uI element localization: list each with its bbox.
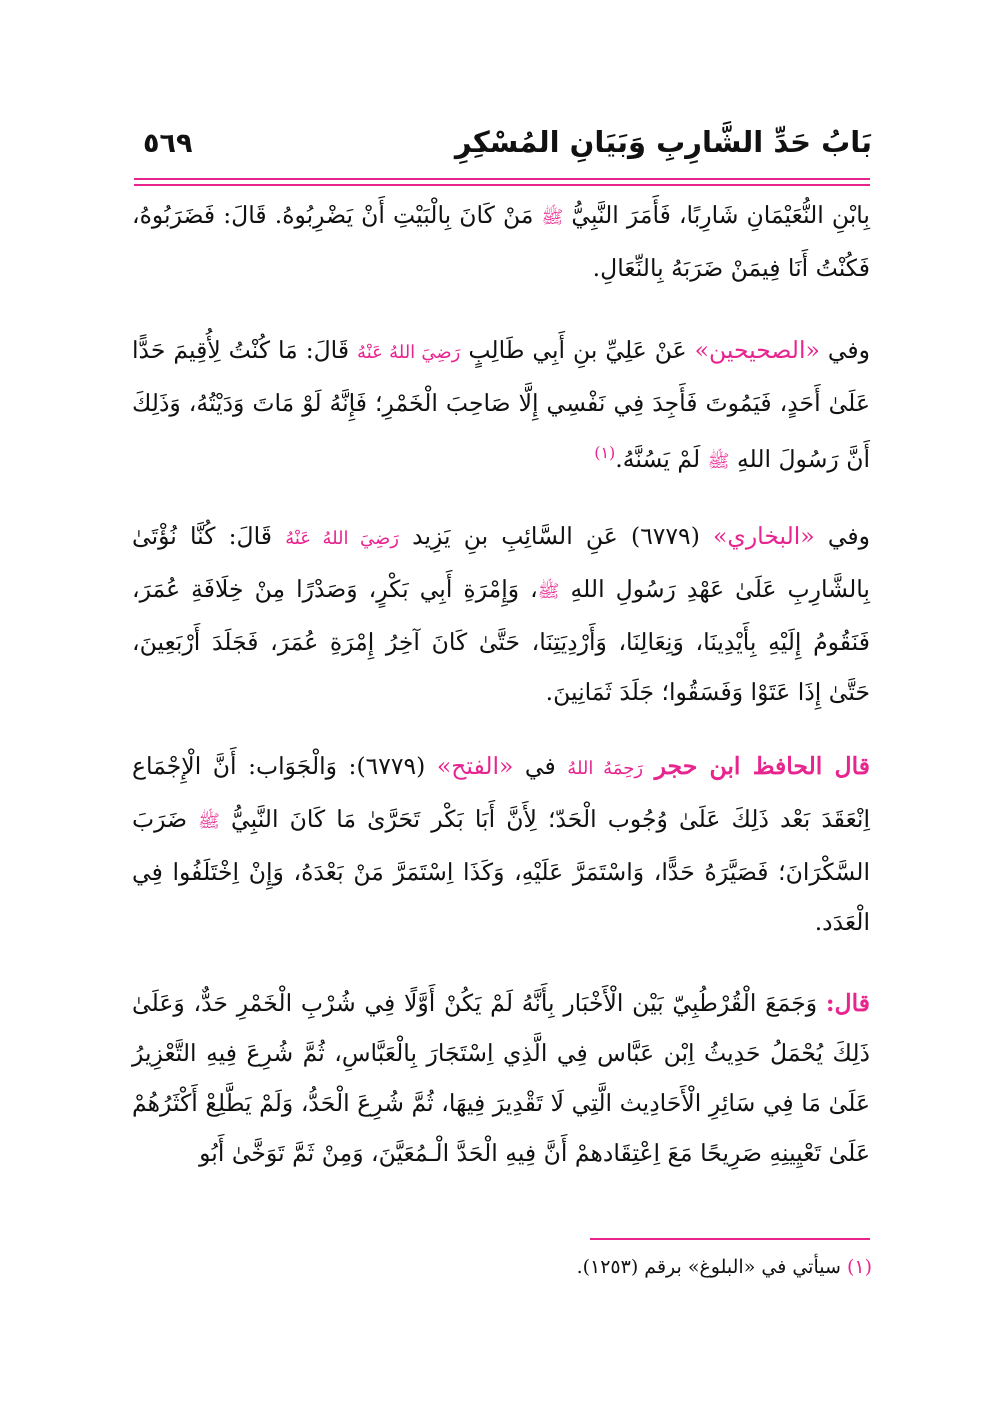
paragraph-2 bbox=[132, 325, 870, 487]
radiya-symbol: رَضِيَ اللهُ عَنْهُ bbox=[357, 342, 461, 363]
speaker-label: قال الحافظ ابن حجر bbox=[654, 752, 870, 780]
text-run: وفي bbox=[819, 336, 870, 364]
source-citation: «الصحيحين» bbox=[694, 336, 820, 364]
footnote-text: سيأتي في «البلوغ» برقم (١٢٥٣). bbox=[576, 1256, 847, 1278]
text-run: (٦٧٧٩): وَالْجَوَاب: أَنَّ الْإِجْمَاع اِنْعَقَدَ بَعْد ذَلِكَ عَلَىٰ وُجُوب الْحَدّ؛ لِأَنَّ أَبَا بَكْر تَحَرَّىٰ مَا كَانَ النَّبِيُّ bbox=[132, 752, 870, 833]
source-citation: «البخاري» bbox=[713, 522, 815, 550]
text-run: ، وَإِمْرَةِ أَبِي بَكْرٍ، وَصَدْرًا مِنْ خِلَافَةِ عُمَرَ، فَنَقُومُ إِلَيْهِ بِأَيْدِينَا، وَنِعَالِنَا، وَأَرْدِيَتِنَا، حَتَّىٰ كَانَ آخِرُ إِمْرَةِ عُمَرَ، فَجَلَدَ أَرْبَعِينَ، حَتَّىٰ إِذَا عَتَوْا وَفَسَقُوا؛ جَلَدَ ثَمَانِينَ. bbox=[132, 575, 870, 706]
salla-symbol: ﷺ bbox=[198, 811, 220, 832]
header-rule-secondary bbox=[134, 184, 870, 186]
text-run: عَنْ عَلِيِّ بنِ أَبِي طَالِبٍ bbox=[468, 336, 695, 364]
paragraph-1 bbox=[132, 190, 870, 293]
text-run: في bbox=[513, 752, 568, 780]
text-run: قَالَ: مَا كُنْتُ لِأُقِيمَ حَدًّا عَلَىٰ أَحَدٍ، فَيَمُوتَ فَأَجِدَ فِي نَفْسِي إِلَّا صَاحِبَ الْخَمْرِ؛ فَإِنَّهُ لَوْ مَاتَ وَدَيْتُهُ، وَذَلِكَ أَنَّ رَسُولَ اللهِ bbox=[132, 336, 870, 473]
chapter-title: بَابُ حَدِّ الشَّارِبِ وَبَيَانِ المُسْكِرِ bbox=[454, 125, 872, 159]
source-citation: «الفتح» bbox=[436, 752, 514, 780]
page-number: ٥٦٩ bbox=[143, 128, 193, 159]
speaker-label: قال: bbox=[825, 989, 870, 1017]
text-run: لَمْ يَسُنَّهُ. bbox=[615, 444, 701, 473]
salla-symbol: ﷺ bbox=[707, 450, 730, 472]
header-rule bbox=[134, 178, 870, 180]
paragraph-5 bbox=[132, 978, 870, 1178]
radiya-symbol: رَضِيَ اللهُ عَنْهُ bbox=[285, 528, 399, 549]
salla-symbol: ﷺ bbox=[541, 207, 564, 228]
paragraph-4 bbox=[132, 741, 870, 947]
text-run: قَالَ: كُنَّا نُؤْتَىٰ بِالشَّارِبِ عَلَىٰ عَهْدِ رَسُولِ اللهِ bbox=[132, 522, 870, 603]
text-run: (٦٧٧٩) عَنِ السَّائِبِ بنِ يَزِيد bbox=[412, 522, 714, 550]
text-run: مَنْ كَانَ بِالْبَيْتِ أَنْ يَضْرِبُوهُ. قَالَ: فَضَرَبُوهُ، فَكُنْتُ أَنَا فِيمَنْ ضَرَبَهُ بِالنِّعَالِ. bbox=[132, 201, 870, 282]
footnote bbox=[577, 1256, 872, 1278]
rahimahu-symbol: رَحِمَهُ اللهُ bbox=[567, 758, 644, 779]
paragraph-3 bbox=[132, 511, 870, 717]
text-run: وفي bbox=[814, 522, 871, 550]
footnote-number: (١) bbox=[846, 1256, 872, 1278]
text-run: بِابْنِ النُّعَيْمَانِ شَارِبًا، فَأَمَرَ النَّبِيُّ bbox=[571, 201, 870, 229]
footnote-reference[interactable]: (١) bbox=[594, 443, 616, 462]
text-run: وَجَمَعَ الْقُرْطُبِيّ بَيْن الْأَخْبَار بِأَنَّهُ لَمْ يَكُنْ أَوَّلًا فِي شُرْبِ الْخَمْرِ حَدٌّ، وَعَلَىٰ ذَلِكَ يُحْمَلُ حَدِيثُ اِبْن عَبَّاس فِي الَّذِي اِسْتَجَارَ بِالْعَبَّاسِ، ثُمَّ شُرِعَ فِيهِ التَّعْزِيرُ عَلَىٰ مَا فِي سَائِرِ الْأَحَادِيث الَّتِي لَا تَقْدِيرَ فِيهَا، ثُمَّ شُرِعَ الْحَدُّ، وَلَمْ يَطَّلِعْ أَكْثَرُهُمْ عَلَىٰ تَعْيِينِهِ صَرِيحًا مَعَ اِعْتِقَادهمْ أَنَّ فِيهِ الْحَدَّ الْـمُعَيَّنَ، وَمِنْ ثَمَّ تَوَخَّىٰ أَبُو bbox=[132, 989, 870, 1167]
salla-symbol: ﷺ bbox=[537, 581, 560, 602]
text-run: ضَرَبَ السَّكْرَانَ؛ فَصَيَّرَهُ حَدًّا، وَاسْتَمَرَّ عَلَيْهِ، وَكَذَا اِسْتَمَرَّ مَنْ بَعْدَهُ، وَإِنْ اِخْتَلَفُوا فِي الْعَدَد. bbox=[132, 805, 870, 936]
footnote-rule bbox=[590, 1238, 870, 1240]
